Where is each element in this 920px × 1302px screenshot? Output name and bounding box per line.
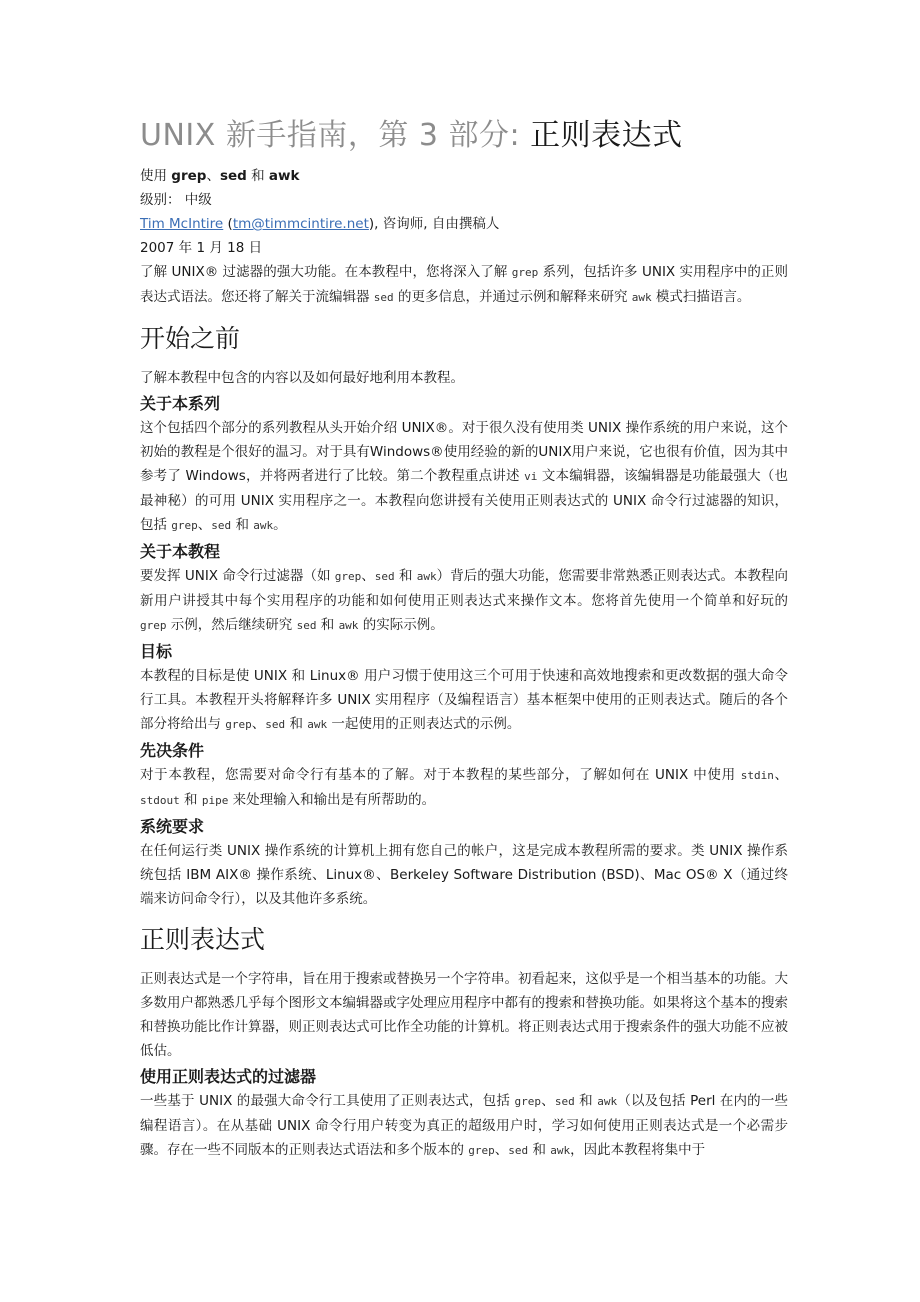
title-prefix: UNIX 新手指南，第 3 部分:: [140, 118, 531, 153]
code-vi: vi: [524, 470, 538, 483]
section-heading-before-you-start: 开始之前: [140, 324, 241, 353]
author-paren: (: [223, 216, 233, 232]
subheading-objectives: 目标: [140, 642, 173, 661]
paragraph-objectives: 本教程的目标是使 UNIX 和 Linux® 用户习惯于使用这三个可用于快速和高效地搜索和更改数据的强大命令行工具。本教程开头将解释许多 UNIX 实用程序（及编程语言）基本框架中使用的正则表达式。随后的各个部分将给出与 grep、sed 和 awk 一起使用的正则表达式的示例。: [140, 668, 788, 732]
code-sed: sed: [508, 1144, 529, 1157]
code-grep: grep: [225, 718, 252, 731]
code-stdin: stdin: [740, 769, 774, 782]
code-grep: grep: [334, 570, 362, 583]
subtitle: [140, 164, 788, 188]
document-page: [140, 114, 788, 1163]
code-awk: awk: [416, 570, 437, 583]
page-title: [140, 114, 788, 158]
subtitle-grep: grep: [171, 168, 207, 184]
author-email-link[interactable]: tm@timmcintire.net: [232, 216, 369, 232]
author-link[interactable]: Tim McIntire: [140, 216, 224, 232]
section-heading-regex: 正则表达式: [140, 925, 266, 954]
code-awk: awk: [338, 619, 359, 632]
subtitle-sed: sed: [219, 168, 247, 184]
author-line: [140, 212, 788, 236]
subheading-about-tutorial: 关于本教程: [140, 542, 221, 561]
code-awk: awk: [550, 1144, 571, 1157]
paragraph-regex-lead: 正则表达式是一个字符串，旨在用于搜索或替换另一个字符串。初看起来，这似乎是一个相当基本的功能。大多数用户都熟悉几乎每个图形文本编辑器或字处理应用程序中都有的搜索和替换功能。如果将这个基本的搜索和替换功能比作计算器，则正则表达式可比作全功能的计算机。将正则表达式用于搜索条件的强大功能不应被低估。: [140, 971, 788, 1059]
subheading-system-requirements: 系统要求: [140, 817, 205, 836]
code-awk: awk: [597, 1095, 618, 1108]
subheading-prerequisites: 先决条件: [140, 741, 205, 760]
subtitle-sep: 、: [206, 168, 220, 184]
intro-paragraph: 了解 UNIX® 过滤器的强大功能。在本教程中，您将深入了解 grep 系列，包括许多 UNIX 实用程序中的正则表达式语法。您还将了解关于流编辑器 sed 的更多信息，并通过示例和解释来研究 awk 模式扫描语言。: [140, 264, 788, 305]
code-awk: awk: [253, 519, 274, 532]
subtitle-prefix: 使用: [140, 168, 172, 184]
code-sed: sed: [554, 1095, 575, 1108]
code-grep: grep: [140, 619, 167, 632]
subheading-about-series: 关于本系列: [140, 394, 221, 413]
code-grep: grep: [468, 1144, 495, 1157]
code-sed: sed: [296, 619, 317, 632]
code-grep: grep: [514, 1095, 542, 1108]
level-text: 级别： 中级: [140, 192, 212, 208]
code-awk: awk: [307, 718, 328, 731]
code-sed: sed: [211, 519, 232, 532]
paragraph-prerequisites: 对于本教程，您需要对命令行有基本的了解。对于本教程的某些部分，了解如何在 UNIX 中使用 stdin、stdout 和 pipe 来处理输入和输出是有所帮助的。: [140, 767, 788, 808]
section-lead: 了解本教程中包含的内容以及如何最好地利用本教程。: [140, 370, 464, 386]
code-grep: grep: [171, 519, 198, 532]
code-sed: sed: [373, 291, 394, 304]
code-grep: grep: [511, 266, 539, 279]
title-main: 正则表达式: [530, 118, 683, 153]
paragraph-system-requirements: 在任何运行类 UNIX 操作系统的计算机上拥有您自己的帐户，这是完成本教程所需的要求。类 UNIX 操作系统包括 IBM AIX® 操作系统、Linux®、Berkeley Software Distribution (BSD)、Mac OS® X（通过终端来访问命令行），以及其他许多系统。: [140, 843, 788, 907]
author-role: ), 咨询师, 自由撰稿人: [368, 216, 500, 232]
paragraph-regex-filters: 一些基于 UNIX 的最强大命令行工具使用了正则表达式，包括 grep、sed 和 awk（以及包括 Perl 在内的一些编程语言）。在从基础 UNIX 命令行用户转变为真正的超级用户时，学习如何使用正则表达式是一个必需步骤。存在一些不同版本的正则表达式语法和多个版本的 grep、sed 和 awk，因此本教程将集中于: [140, 1093, 788, 1158]
code-stdout: stdout: [140, 794, 180, 807]
code-sed: sed: [265, 718, 286, 731]
code-pipe: pipe: [201, 794, 229, 807]
code-sed: sed: [374, 570, 395, 583]
subtitle-sep: 和: [246, 168, 269, 184]
paragraph-about-series: 这个包括四个部分的系列教程从头开始介绍 UNIX®。对于很久没有使用类 UNIX 操作系统的用户来说，这个初始的教程是个很好的温习。对于具有Windows®使用经验的新的UNIX用户来说，它也很有价值，因为其中参考了 Windows，并将两者进行了比较。第二个教程重点讲述 vi 文本编辑器，该编辑器是功能最强大（也最神秘）的可用 UNIX 实用程序之一。本教程向您讲授有关使用正则表达式的 UNIX 命令行过滤器的知识，包括 grep、sed 和 awk。: [140, 420, 788, 533]
subtitle-awk: awk: [268, 168, 300, 184]
subheading-regex-filters: 使用正则表达式的过滤器: [140, 1067, 317, 1086]
paragraph-about-tutorial: 要发挥 UNIX 命令行过滤器（如 grep、sed 和 awk）背后的强大功能，您需要非常熟悉正则表达式。本教程向新用户讲授其中每个实用程序的功能和如何使用正则表达式来操作文本。您将首先使用一个简单和好玩的 grep 示例，然后继续研究 sed 和 awk 的实际示例。: [140, 568, 788, 633]
code-awk: awk: [631, 291, 652, 304]
publish-date: 2007 年 1 月 18 日: [140, 240, 263, 256]
